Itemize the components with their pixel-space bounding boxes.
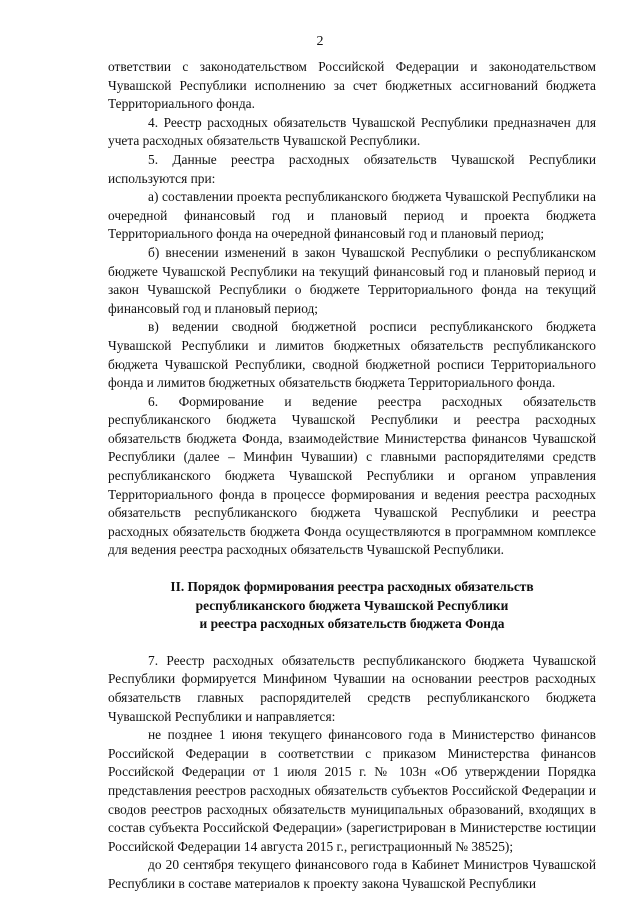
paragraph-item-7-september: до 20 сентября текущего финансового года в Кабинет Министров Чувашской Республики в составе материалов к проекту закона Чувашской Республики <box>108 857 596 891</box>
paragraph-item-4: 4. Реестр расходных обязательств Чувашской Республики предназначен для учета расходных обязательств Чувашской Республики. <box>108 114 596 149</box>
paragraph-item-5v: в) ведении сводной бюджетной росписи республиканского бюджета Чувашской Республики и лимитов бюджетных обязательств республиканского бюджета Чувашской Республики, сводной бюджетной росписи Территориального фонда и лимитов бюджетных обязательств бюджета Территориального фонда. <box>108 319 596 391</box>
paragraph-item-5: 5. Данные реестра расходных обязательств Чувашской Республики используются при: <box>108 151 596 186</box>
section-heading <box>108 578 596 634</box>
document-body <box>108 58 596 894</box>
paragraph-item-5a: а) составлении проекта республиканского бюджета Чувашской Республики на очередной финансовый год и плановый период и проекта бюджета Территориального фонда на очередной финансовый год и плановый период; <box>108 189 596 242</box>
paragraph-item-6: 6. Формирование и ведение реестра расходных обязательств республиканского бюджета Чувашской Республики и реестра расходных обязательств бюджета Фонда, взаимодействие Министерства финансов Чувашской Республики (далее – Минфин Чувашии) с главными распорядителями средств республиканского бюджета Чувашской Республики и органом управления Территориального фонда в процессе формирования и ведения реестра расходных обязательств республиканского бюджета Чувашской Республики и реестра расходных обязательств бюджета Фонда осуществляются в программном комплексе для ведения реестра расходных обязательств Чувашской Республики. <box>108 393 596 558</box>
section-heading-line-2: республиканского бюджета Чувашской Республики <box>195 597 509 613</box>
section-heading-line-3: и реестра расходных обязательств бюджета Фонда <box>199 616 505 632</box>
page-number: 2 <box>316 34 324 49</box>
section-heading-line-1: II. Порядок формирования реестра расходных обязательств <box>170 579 534 595</box>
paragraph-continuation: ответствии с законодательством Российской Федерации и законодательством Чувашской Республики исполнению за счет бюджетных ассигнований бюджета Территориального фонда. <box>108 59 596 112</box>
paragraph-item-7: 7. Реестр расходных обязательств республиканского бюджета Чувашской Республики формируется Минфином Чувашии на основании реестров расходных обязательств главных распорядителей средств республиканского бюджета Чувашской Республики и направляется: <box>108 652 596 724</box>
paragraph-item-5b: б) внесении изменений в закон Чувашской Республики о республиканском бюджете Чувашской Республики на текущий финансовый год и плановый период и закон Чувашской Республики о бюджете Территориального фонда на текущий финансовый год и плановый период; <box>108 244 596 316</box>
paragraph-item-7-june: не позднее 1 июня текущего финансового года в Министерство финансов Российской Федерации в соответствии с приказом Министерства финансов Российской Федерации от 1 июля 2015 г. № 103н «Об утверждении Порядка представления реестров расходных обязательств субъектов Российской Федерации и сводов реестров расходных обязательств муниципальных образований, входящих в состав субъекта Российской Федерации» (зарегистрирован в Министерстве юстиции Российской Федерации 14 августа 2015 г., регистрационный № 38525); <box>108 727 596 854</box>
